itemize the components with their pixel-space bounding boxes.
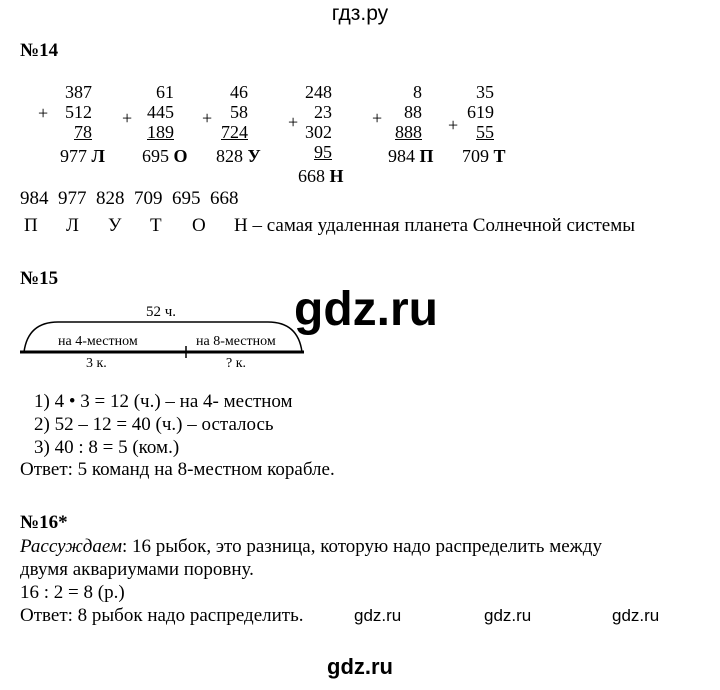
plus-sign: + [122, 108, 133, 128]
addition-column-6: 35 619 55 [467, 82, 494, 142]
diagram-total-label: 52 ч. [146, 304, 177, 320]
addition-column-2: 61 445 189 [147, 82, 174, 142]
watermark-small-1: gdz.ru [354, 606, 402, 625]
watermark-small-3: gdz.ru [612, 606, 660, 625]
segment2-count: ? к. [226, 356, 247, 371]
task16-reasoning-cont: двумя аквариумами поровну. [20, 559, 254, 580]
sum-3: 828 У [216, 146, 261, 166]
sum-1: 977 Л [60, 146, 105, 166]
plus-sign: + [38, 103, 49, 123]
sum-5: 984 П [388, 146, 434, 166]
plus-sign: + [372, 108, 383, 128]
watermark-bottom: gdz.ru [327, 654, 393, 679]
task16-answer: Ответ: 8 рыбок надо распределить. [20, 605, 304, 626]
sum-4: 668 Н [298, 166, 344, 186]
task14-heading: №14 [20, 40, 59, 61]
task15-heading: №15 [20, 268, 59, 289]
watermark-big: gdz.ru [294, 283, 438, 336]
plus-sign: + [202, 108, 213, 128]
watermark-small-2: gdz.ru [484, 606, 532, 625]
segment2-label: на 8-местном [196, 334, 276, 349]
plus-sign: + [288, 112, 299, 132]
addition-column-3: 46 58 724 [221, 82, 248, 142]
sum-2: 695 О [142, 146, 188, 166]
addition-column-4: 248 23 302 95 [305, 82, 332, 162]
addition-column-1: 387 512 78 [65, 82, 92, 142]
task15-steps: 1) 4 • 3 = 12 (ч.) – на 4- местном 2) 52 – 12 = 40 (ч.) – осталось 3) 40 : 8 = 5 (ком.) [34, 391, 293, 458]
numbers-row: 984 977 828 709 695 668 [20, 188, 239, 209]
segment1-count: 3 к. [86, 356, 107, 371]
task16-heading: №16* [20, 512, 68, 533]
letters-row: П Л У Т О Н – самая удаленная планета Солнечной системы [24, 215, 636, 236]
task15-answer: Ответ: 5 команд на 8-местном корабле. [20, 459, 335, 480]
task16-calc: 16 : 2 = 8 (р.) [20, 582, 125, 603]
sum-6: 709 Т [462, 146, 506, 166]
addition-column-5: 8 88 888 [395, 82, 422, 142]
segment1-label: на 4-местном [58, 334, 138, 349]
plus-sign: + [448, 115, 459, 135]
watermark-top: гдз.ру [331, 2, 389, 25]
task16-reasoning: Рассуждаем: 16 рыбок, это разница, которую надо распределить между [20, 536, 602, 557]
